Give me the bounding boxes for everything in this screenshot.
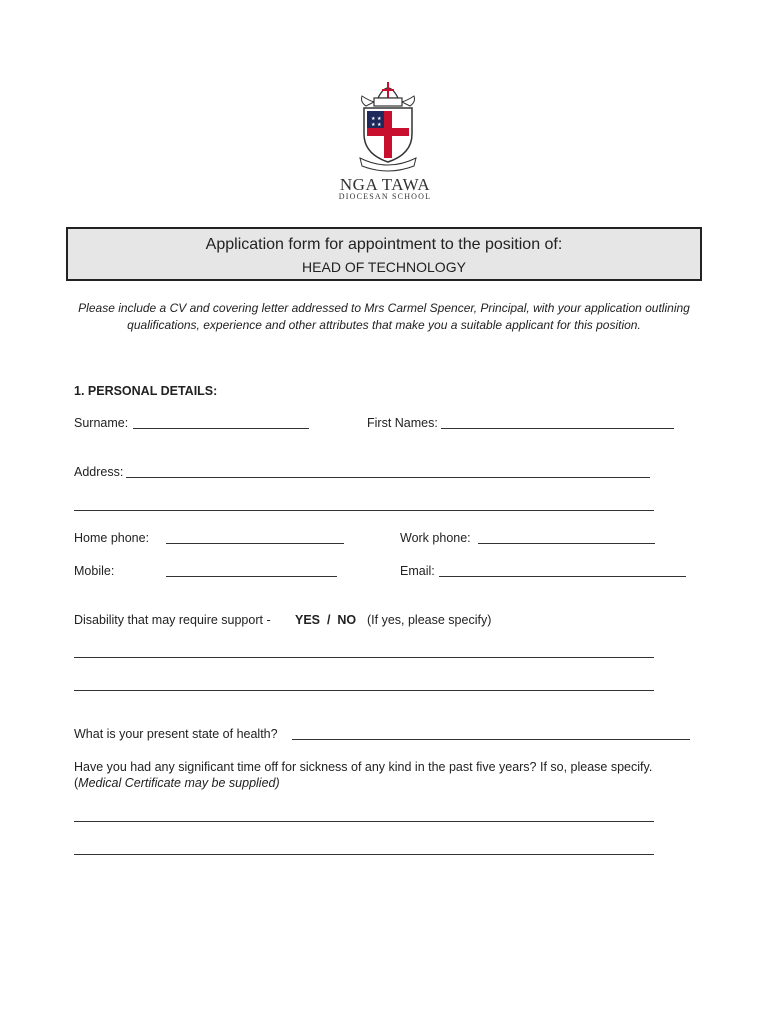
- health-field[interactable]: [292, 739, 690, 740]
- disability-yes-no[interactable]: YES / NO: [295, 613, 357, 627]
- disability-specify-line-2[interactable]: [74, 690, 654, 691]
- email-field[interactable]: [439, 576, 686, 577]
- section-heading: 1. PERSONAL DETAILS:: [74, 384, 218, 398]
- disability-specify-line-1[interactable]: [74, 657, 654, 658]
- medical-note-paren: (: [74, 776, 79, 790]
- school-subtitle: DIOCESAN SCHOOL: [338, 192, 432, 201]
- form-title: Application form for appointment to the position of:: [205, 236, 563, 253]
- svg-text:★: ★: [371, 116, 376, 122]
- address-field-line-2[interactable]: [74, 510, 654, 511]
- work-phone-label: Work phone:: [400, 531, 471, 545]
- first-names-field[interactable]: [441, 428, 674, 429]
- mobile-field[interactable]: [166, 576, 337, 577]
- first-names-label: First Names:: [367, 416, 438, 430]
- school-name: NGA TAWA: [339, 175, 431, 194]
- work-phone-field[interactable]: [478, 543, 655, 544]
- intro-text: Please include a CV and covering letter addressed to Mrs Carmel Spencer, Principal, with your application outlining qualifications, experience and other attributes that make you a suitable applicant for this position.: [78, 301, 690, 332]
- mobile-label: Mobile:: [74, 564, 115, 578]
- sickness-specify-line-1[interactable]: [74, 821, 654, 822]
- svg-text:★: ★: [371, 122, 376, 128]
- medical-certificate-note: [74, 776, 280, 790]
- surname-field[interactable]: [133, 428, 309, 429]
- disability-label: Disability that may require support -: [74, 613, 271, 627]
- sickness-question: Have you had any significant time off for sickness of any kind in the past five years? If so, please specify.: [74, 760, 653, 774]
- home-phone-label: Home phone:: [74, 531, 150, 545]
- medical-note-text: Medical Certificate may be supplied): [78, 776, 280, 790]
- svg-text:★: ★: [377, 116, 382, 122]
- email-label: Email:: [400, 564, 435, 578]
- surname-label: Surname:: [74, 416, 129, 430]
- disability-note: (If yes, please specify): [367, 613, 492, 627]
- position-title: HEAD OF TECHNOLOGY: [302, 259, 466, 275]
- school-crest-icon: [352, 76, 424, 172]
- title-box: [66, 227, 702, 281]
- address-label: Address:: [74, 465, 124, 479]
- home-phone-field[interactable]: [166, 543, 344, 544]
- health-label: What is your present state of health?: [74, 727, 278, 741]
- svg-text:★: ★: [377, 122, 382, 128]
- address-field-line-1[interactable]: [126, 477, 650, 478]
- sickness-specify-line-2[interactable]: [74, 854, 654, 855]
